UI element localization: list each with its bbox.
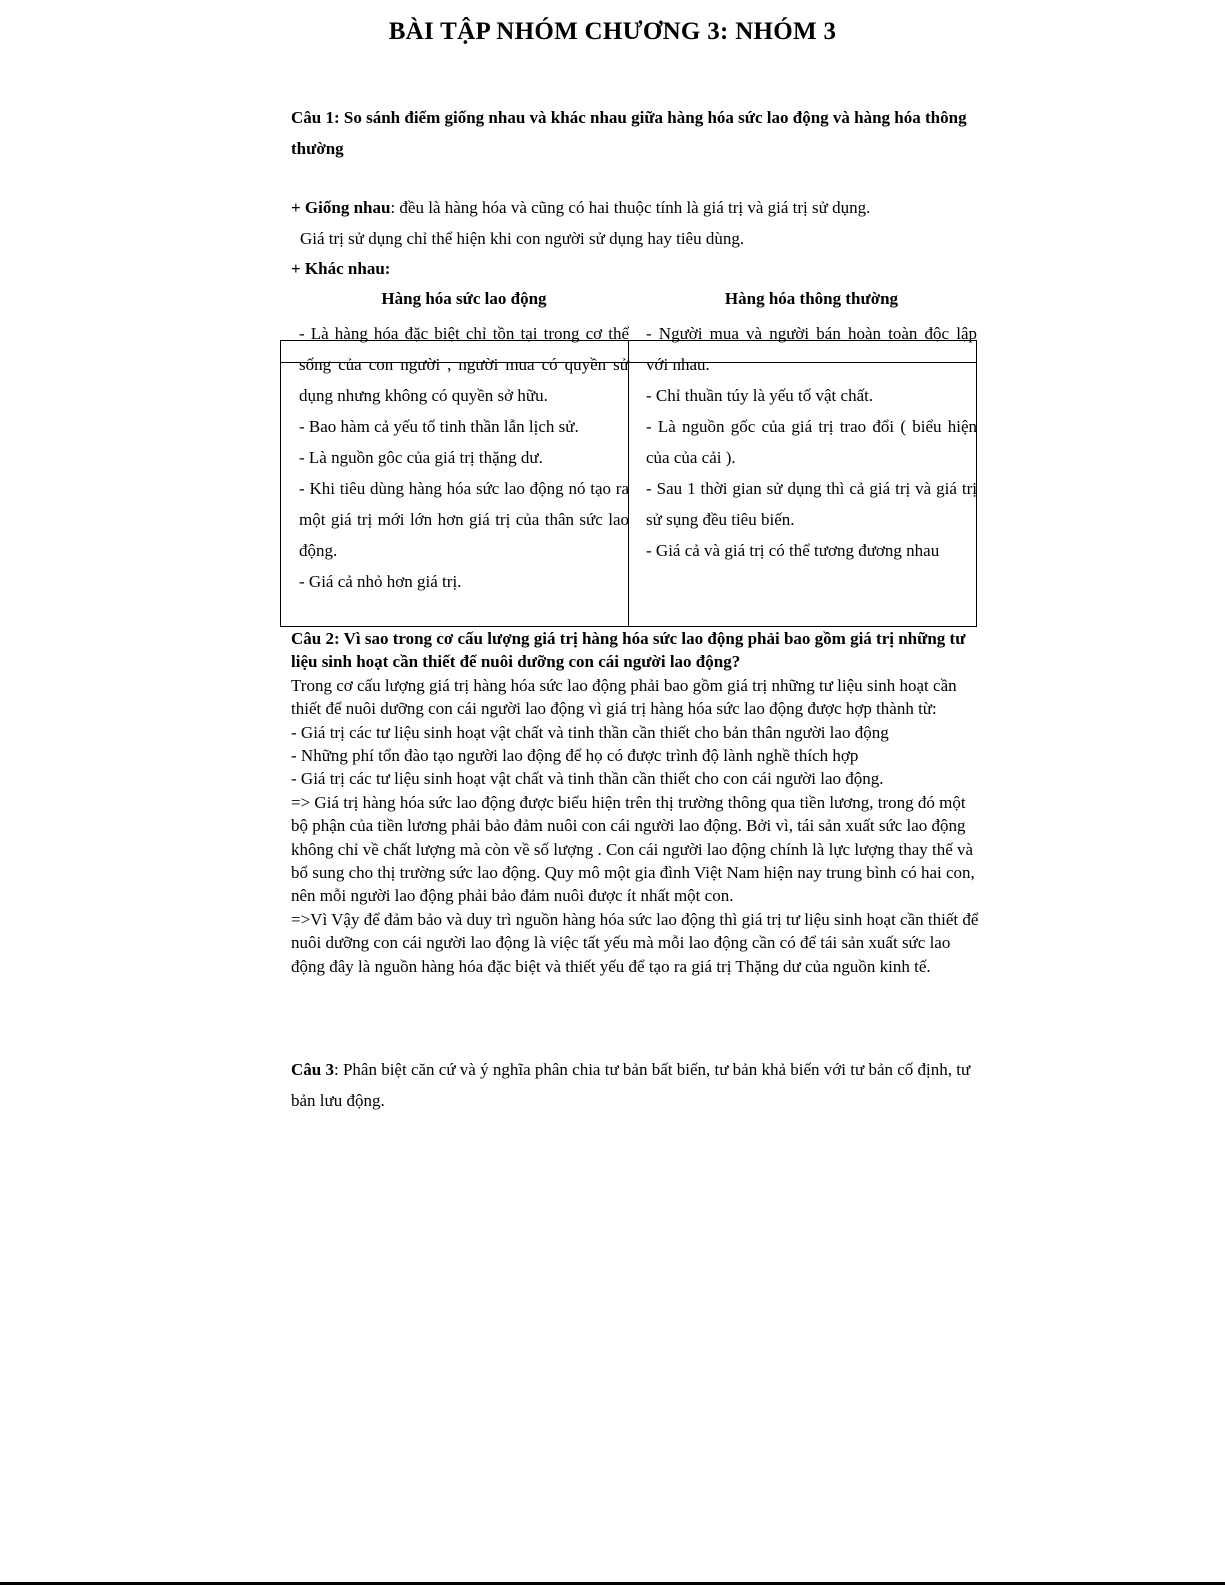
- list-item: - Chỉ thuần túy là yếu tố vật chất.: [646, 386, 874, 405]
- list-item: - Khi tiêu dùng hàng hóa sức lao động nó tạo ra một giá trị mới lớn hơn giá trị của thân sức lao động.: [299, 479, 629, 560]
- list-item: - Những phí tổn đào tạo người lao động để họ có được trình độ lành nghề thích hợp: [291, 746, 859, 766]
- table-header-labor-goods: Hàng hóa sức lao động: [381, 289, 547, 308]
- list-item: - Là hàng hóa đặc biệt chỉ tồn tại trong cơ thể sống của con người , người mua có quyền sử dụng nhưng không có quyền sở hữu.: [299, 324, 629, 405]
- question-3-label: Câu 3: [291, 1060, 334, 1079]
- question-1: Câu 1: So sánh điểm giống nhau và khác nhau giữa hàng hóa sức lao động và hàng hóa thông thường: [291, 108, 967, 158]
- question-2-intro: Trong cơ cấu lượng giá trị hàng hóa sức lao động phải bao gồm giá trị những tư liệu sinh hoạt cần thiết để nuôi dưỡng con cái người lao động vì giá trị hàng hóa sức lao động được hợp thành từ:: [291, 675, 957, 719]
- question-3-text: : Phân biệt căn cứ và ý nghĩa phân chia tư bản bất biến, tư bản khả biến với tư bản cố định, tư bản lưu động.: [291, 1060, 971, 1110]
- similarities-line: [291, 198, 870, 218]
- list-item: - Giá trị các tư liệu sinh hoạt vật chất và tinh thần cần thiết cho bản thân người lao động: [291, 722, 889, 742]
- page-title: BÀI TẬP NHÓM CHƯƠNG 3: NHÓM 3: [388, 18, 837, 45]
- list-item: - Bao hàm cả yếu tố tinh thần lẫn lịch sử.: [299, 417, 579, 436]
- differences-label: + Khác nhau:: [291, 259, 391, 278]
- list-item: - Giá cả nhỏ hơn giá trị.: [299, 572, 462, 591]
- question-3: [291, 1054, 991, 1116]
- question-2-conclusion-1: => Giá trị hàng hóa sức lao động được biểu hiện trên thị trường thông qua tiền lương, trong đó một bộ phận của tiền lương phải bảo đảm nuôi con cái người lao động. Bởi vì, tái sản xuất sức lao động không chỉ về chất lượng mà còn về số lượng . Con cái người lao động chính là lực lượng thay thế và bổ sung cho thị trường sức lao động. Quy mô một gia đình Việt Nam hiện nay trung bình có hai con, nên mỗi người lao động phải bảo đảm nuôi được ít nhất một con.: [291, 792, 975, 906]
- list-item: - Giá trị các tư liệu sinh hoạt vật chất và tinh thần cần thiết cho con cái người lao động.: [291, 769, 884, 789]
- list-item: - Là nguồn gốc của giá trị trao đổi ( biểu hiện của của cải ).: [646, 417, 977, 467]
- list-item: - Sau 1 thời gian sử dụng thì cả giá trị và giá trị sử sụng đều tiêu biến.: [646, 479, 977, 529]
- list-item: - Người mua và người bán hoàn toàn độc lập với nhau.: [646, 324, 977, 374]
- similarities-label: + Giống nhau: [291, 198, 391, 217]
- table-header-ordinary-goods: Hàng hóa thông thường: [724, 289, 899, 308]
- question-2-conclusion-2: =>Vì Vậy để đảm bảo và duy trì nguồn hàng hóa sức lao động thì giá trị tư liệu sinh hoạt cần thiết để nuôi dưỡng con cái người lao động là việc tất yếu mà mỗi lao động cần có để tái sản xuất sức lao động đây là nguồn hàng hóa đặc biệt và thiết yếu để tạo ra giá trị Thặng dư của nguồn kinh tế.: [291, 909, 979, 976]
- list-item: - Là nguồn gôc của giá trị thặng dư.: [299, 448, 543, 467]
- similarities-text: : đều là hàng hóa và cũng có hai thuộc tính là giá trị và giá trị sử dụng.: [390, 198, 871, 217]
- question-2: Câu 2: Vì sao trong cơ cấu lượng giá trị hàng hóa sức lao động phải bao gồm giá trị những tư liệu sinh hoạt cần thiết để nuôi dưỡng con cái người lao động?: [291, 629, 966, 672]
- question-2-section: [291, 627, 984, 978]
- similarities-text-2: Giá trị sử dụng chỉ thể hiện khi con người sử dụng hay tiêu dùng.: [300, 229, 745, 248]
- list-item: - Giá cả và giá trị có thể tương đương nhau: [646, 541, 940, 560]
- ordinary-goods-column: [646, 318, 977, 566]
- labor-goods-column: [299, 318, 629, 597]
